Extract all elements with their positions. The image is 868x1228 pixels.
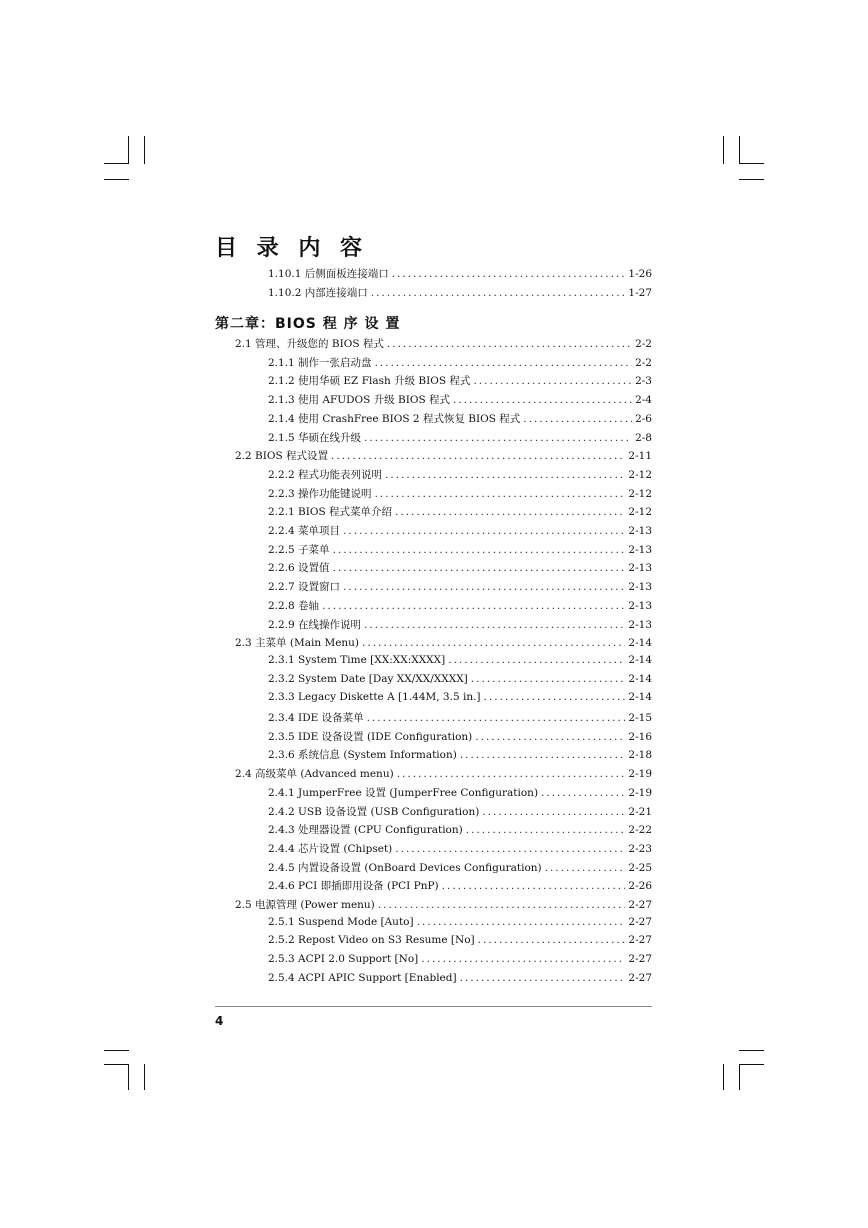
toc-leader-dots bbox=[417, 916, 626, 928]
toc-entry-title: 2.3.6 系统信息 (System Information) bbox=[268, 749, 457, 762]
toc-entry-title: 2.2.9 在线操作说明 bbox=[268, 618, 362, 631]
toc-entry bbox=[268, 972, 652, 990]
toc-entry-page: 2-23 bbox=[628, 842, 652, 855]
toc-leader-dots bbox=[448, 654, 625, 666]
toc-leader-dots bbox=[395, 843, 625, 855]
toc-entry-title: 2.5.4 ACPI APIC Support [Enabled] bbox=[268, 971, 457, 984]
toc-entry-page: 2-14 bbox=[628, 637, 652, 650]
toc-leader-dots bbox=[471, 673, 626, 685]
toc-entry-page: 2-22 bbox=[628, 824, 652, 837]
toc-leader-dots bbox=[375, 357, 633, 369]
toc-entry bbox=[268, 355, 652, 373]
toc-entry bbox=[268, 504, 652, 522]
toc-entry-title: 2.3.1 System Time [XX:XX:XXXX] bbox=[268, 653, 446, 666]
toc-leader-dots bbox=[362, 637, 625, 649]
toc-entry-page: 2-4 bbox=[635, 394, 652, 407]
toc-entry bbox=[268, 285, 652, 303]
toc-entry bbox=[268, 373, 652, 391]
toc-entry-title: 2.1.4 使用 CrashFree BIOS 2 程式恢复 BIOS 程式 bbox=[268, 412, 521, 425]
toc-entry bbox=[268, 673, 652, 691]
toc-leader-dots bbox=[387, 338, 632, 350]
toc-entry-title: 2.2.3 操作功能键说明 bbox=[268, 487, 372, 500]
toc-entry-page: 2-18 bbox=[628, 749, 652, 762]
toc-entry-page: 2-8 bbox=[635, 431, 652, 444]
toc-entry-page: 2-19 bbox=[628, 768, 652, 781]
toc-entry-title: 1.10.1 后侧面板连接端口 bbox=[268, 268, 389, 280]
toc-entry-title: 2.3.4 IDE 设备菜单 bbox=[268, 712, 364, 724]
toc-entry-page: 2-16 bbox=[628, 730, 652, 743]
toc-entry-page: 2-13 bbox=[628, 581, 652, 594]
toc-entry-page: 1-26 bbox=[628, 268, 652, 280]
toc-leader-dots bbox=[322, 600, 625, 612]
toc-entry-title: 2.3.5 IDE 设备设置 (IDE Configuration) bbox=[268, 730, 473, 743]
toc-entry-page: 2-14 bbox=[628, 672, 652, 685]
toc-leader-dots bbox=[333, 562, 626, 574]
toc-entry-title: 2.2.6 设置值 bbox=[268, 562, 330, 575]
toc-leader-dots bbox=[460, 972, 626, 984]
toc-leader-dots bbox=[392, 268, 626, 280]
toc-entry-title: 2.1.5 华硕在线升级 bbox=[268, 431, 362, 444]
toc-entry-page: 2-15 bbox=[628, 712, 652, 724]
toc-entry bbox=[235, 635, 652, 653]
toc-entry-page: 2-13 bbox=[628, 599, 652, 612]
footer-divider bbox=[215, 1006, 652, 1007]
toc-entry-title: 2.4.4 芯片设置 (Chipset) bbox=[268, 842, 393, 855]
toc-leader-dots bbox=[397, 768, 626, 780]
toc-entry-title: 2.2.7 设置窗口 bbox=[268, 581, 341, 594]
toc-entry-title: 2.1 管理、升级您的 BIOS 程式 bbox=[235, 338, 384, 350]
toc-entry bbox=[268, 710, 652, 728]
toc-entry-page: 2-13 bbox=[628, 543, 652, 556]
toc-entry bbox=[268, 542, 652, 560]
toc-entry-page: 2-14 bbox=[628, 691, 652, 704]
toc-entry bbox=[268, 654, 652, 672]
toc-entry bbox=[268, 934, 652, 952]
toc-entry-page: 2-27 bbox=[628, 953, 652, 966]
toc-leader-dots bbox=[460, 749, 626, 761]
toc-entry-title: 2.5.2 Repost Video on S3 Resume [No] bbox=[268, 934, 475, 947]
toc-entry bbox=[268, 486, 652, 504]
toc-leader-dots bbox=[333, 544, 626, 556]
toc-entry bbox=[268, 598, 652, 616]
toc-entry-page: 2-13 bbox=[628, 562, 652, 575]
toc-entry bbox=[268, 747, 652, 765]
chapter-title: 第二章：BIOS 程 序 设 置 bbox=[215, 316, 401, 332]
toc-entry-page: 2-2 bbox=[635, 338, 652, 350]
toc-leader-dots bbox=[523, 413, 632, 425]
toc-entry-page: 2-6 bbox=[635, 412, 652, 425]
toc-entry-title: 2.4.6 PCI 即插即用设备 (PCI PnP) bbox=[268, 880, 439, 893]
toc-leader-dots bbox=[475, 731, 625, 743]
toc-entry bbox=[268, 878, 652, 896]
toc-entry bbox=[268, 523, 652, 541]
toc-entry-title: 2.3 主菜单 (Main Menu) bbox=[235, 637, 360, 650]
toc-entry-page: 2-19 bbox=[628, 786, 652, 799]
toc-entry bbox=[268, 691, 652, 709]
toc-entry-page: 2-2 bbox=[635, 356, 652, 369]
toc-leader-dots bbox=[466, 824, 626, 836]
toc-entry bbox=[235, 766, 652, 784]
toc-leader-dots bbox=[478, 934, 626, 946]
toc-entry-page: 2-3 bbox=[635, 375, 652, 388]
toc-entry-page: 2-12 bbox=[628, 506, 652, 519]
toc-leader-dots bbox=[343, 581, 625, 593]
toc-entry-page: 2-26 bbox=[628, 880, 652, 893]
toc-entry-title: 2.4.5 内置设备设置 (OnBoard Devices Configuration) bbox=[268, 861, 542, 874]
toc-leader-dots bbox=[473, 375, 632, 387]
toc-entry bbox=[268, 392, 652, 410]
toc-leader-dots bbox=[395, 506, 625, 518]
toc-leader-dots bbox=[378, 899, 626, 911]
toc-entry bbox=[268, 916, 652, 934]
toc-entry bbox=[268, 785, 652, 803]
toc-entry bbox=[268, 467, 652, 485]
toc-leader-dots bbox=[343, 525, 625, 537]
toc-leader-dots bbox=[364, 432, 632, 444]
toc-entry-title: 2.5.3 ACPI 2.0 Support [No] bbox=[268, 953, 419, 966]
toc-leader-dots bbox=[484, 691, 626, 703]
toc-entry-title: 2.2.2 程式功能表列说明 bbox=[268, 468, 383, 481]
toc-leader-dots bbox=[545, 862, 626, 874]
toc-leader-dots bbox=[375, 488, 626, 500]
toc-entry bbox=[235, 336, 652, 354]
toc-entry-page: 2-12 bbox=[628, 468, 652, 481]
toc-entry-title: 2.5 电源管理 (Power menu) bbox=[235, 899, 375, 911]
toc-entry bbox=[268, 411, 652, 429]
toc-entry-title: 2.3.2 System Date [Day XX/XX/XXXX] bbox=[268, 672, 468, 685]
toc-entry bbox=[268, 860, 652, 878]
toc-entry-title: 2.4.1 JumperFree 设置 (JumperFree Configuration) bbox=[268, 786, 539, 799]
toc-entry-page: 2-27 bbox=[628, 971, 652, 984]
toc-entry-title: 2.2.5 子菜单 bbox=[268, 543, 330, 556]
toc-entry bbox=[268, 804, 652, 822]
toc-entry bbox=[268, 430, 652, 448]
toc-leader-dots bbox=[371, 287, 626, 299]
toc-entry-title: 2.4.3 处理器设置 (CPU Configuration) bbox=[268, 824, 463, 837]
toc-entry-page: 2-27 bbox=[628, 915, 652, 928]
toc-entry bbox=[268, 617, 652, 635]
toc-leader-dots bbox=[364, 619, 625, 631]
toc-entry bbox=[268, 822, 652, 840]
toc-leader-dots bbox=[367, 712, 626, 724]
toc-leader-dots bbox=[385, 469, 625, 481]
toc-entry-page: 2-13 bbox=[628, 525, 652, 537]
toc-entry bbox=[268, 953, 652, 971]
toc-entry-title: 1.10.2 内部连接端口 bbox=[268, 287, 368, 299]
toc-entry bbox=[268, 560, 652, 578]
page-number: 4 bbox=[215, 1014, 224, 1028]
toc-leader-dots bbox=[331, 450, 625, 462]
page-title: 目 录 内 容 bbox=[215, 236, 368, 261]
toc-entry-page: 2-27 bbox=[628, 899, 652, 911]
toc-entry-title: 2.2.8 卷轴 bbox=[268, 599, 320, 612]
toc-entry bbox=[235, 897, 652, 915]
toc-entry-title: 2.4.2 USB 设备设置 (USB Configuration) bbox=[268, 805, 480, 818]
toc-leader-dots bbox=[442, 880, 626, 892]
toc-entry-page: 2-12 bbox=[628, 487, 652, 500]
toc-entry-page: 2-11 bbox=[628, 450, 652, 463]
toc-entry-title: 2.1.1 制作一张启动盘 bbox=[268, 356, 372, 369]
toc-entry bbox=[268, 579, 652, 597]
toc-entry-page: 2-21 bbox=[628, 805, 652, 818]
toc-leader-dots bbox=[482, 806, 625, 818]
toc-entry-title: 2.1.3 使用 AFUDOS 升级 BIOS 程式 bbox=[268, 394, 451, 407]
toc-entry-title: 2.5.1 Suspend Mode [Auto] bbox=[268, 915, 414, 928]
toc-entry-title: 2.2.4 菜单项目 bbox=[268, 525, 341, 537]
toc-entry-page: 2-27 bbox=[628, 934, 652, 947]
toc-entry-page: 1-27 bbox=[628, 287, 652, 299]
toc-entry-title: 2.3.3 Legacy Diskette A [1.44M, 3.5 in.] bbox=[268, 691, 481, 704]
toc-leader-dots bbox=[453, 394, 632, 406]
toc-entry bbox=[235, 448, 652, 466]
toc-entry-page: 2-14 bbox=[628, 653, 652, 666]
toc-entry bbox=[268, 266, 652, 284]
toc-entry-title: 2.2 BIOS 程式设置 bbox=[235, 450, 329, 463]
toc-entry-page: 2-13 bbox=[628, 618, 652, 631]
toc-entry bbox=[268, 841, 652, 859]
toc-entry bbox=[268, 729, 652, 747]
toc-entry-title: 2.1.2 使用华硕 EZ Flash 升级 BIOS 程式 bbox=[268, 375, 471, 388]
toc-leader-dots bbox=[541, 787, 625, 799]
toc-leader-dots bbox=[421, 953, 625, 965]
toc-entry-title: 2.2.1 BIOS 程式菜单介绍 bbox=[268, 506, 393, 519]
toc-entry-title: 2.4 高级菜单 (Advanced menu) bbox=[235, 768, 394, 781]
toc-entry-page: 2-25 bbox=[628, 861, 652, 874]
